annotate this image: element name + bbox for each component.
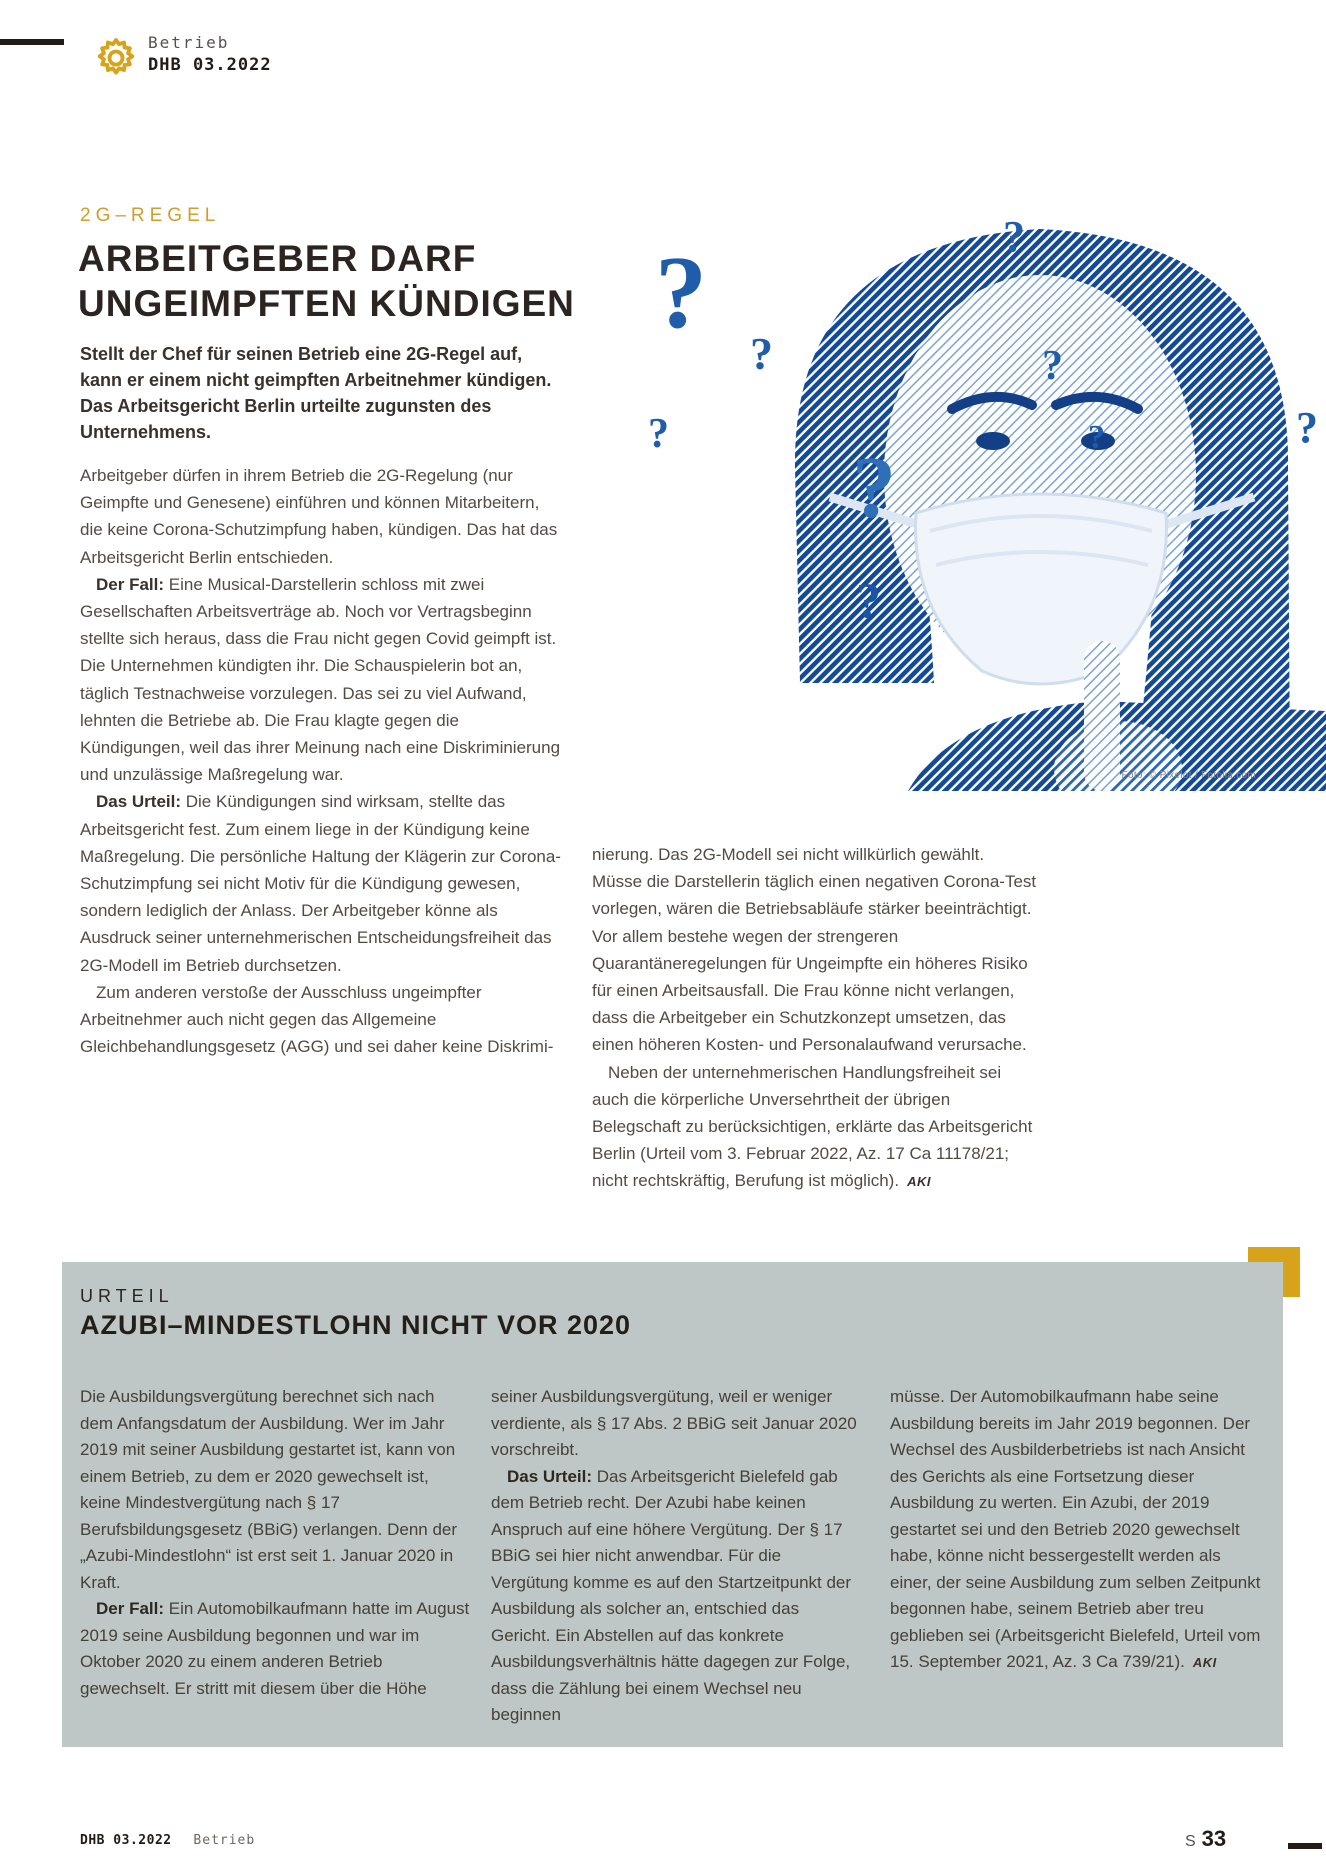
body-paragraph: müsse. Der Automobilkaufmann habe seine Ausbildung bereits im Jahr 2019 begonnen. Der Wechsel des Ausbilderbetriebs ist nach Ansicht des Gerichts als eine Fortsetzung dieser Ausbildung zu werten. Ein Azubi, der 2019 gestartet sei und den Betrieb 2020 gewechselt habe, könne nicht bessergestellt werden als einer, der seine Ausbildung zum selben Zeitpunkt begonnen habe, seinem Betrieb aber treu geblieben sei (Arbeitsgericht Bielefeld, Urteil vom 15. September 2021, Az. 3 Ca 739/21). AKI [890,1387,1261,1671]
body-paragraph: Zum anderen verstoße der Ausschluss ungeimpfter Arbeitnehmer auch nicht gegen das Allgemeine Gleichbehandlungsgesetz (AGG) und sei daher keine Diskrimi- [80,982,554,1057]
article-azubi-mindestlohn [62,1262,1283,1747]
article1-column-2 [592,841,1038,1196]
top-left-rule [0,39,64,45]
article1-column-1 [80,462,562,1060]
body-paragraph: Der Fall: Ein Automobilkaufmann hatte im August 2019 seine Ausbildung begonnen und war im Oktober 2020 zu einem anderen Betrieb gewechselt. Er stritt mit diesem über die Höhe [80,1599,470,1698]
article2-kicker: URTEIL [80,1286,174,1306]
photo-credit: Foto: © Pixelot / Fotolia.com [1121,770,1256,781]
body-paragraph: Neben der unternehmerischen Handlungsfreiheit sei auch die körperliche Unversehrtheit der übrigen Belegschaft zu berücksichtigen, erklärte das Arbeitsgericht Berlin (Urteil vom 3. Februar 2022, Az. 17 Ca 11178/21; nicht rechtskräftig, Berufung ist möglich). AKI [592,1062,1033,1191]
section-label: Betrieb [148,33,230,52]
headline-line-2: UNGEIMPFTEN KÜNDIGEN [78,283,575,324]
page-number [1185,1826,1226,1852]
article1-illustration [500,213,1326,791]
question-mark: ? [648,411,669,457]
page-prefix: S [1185,1833,1196,1850]
author-initials: AKI [1192,1655,1217,1670]
article1-lead: Stellt der Chef für seinen Betrieb eine 2G-Regel auf, kann er einem nicht geimpften Arbeitnehmer kündigen. Das Arbeitsgericht Berlin urteilte zugunsten des Unternehmens. [80,344,552,442]
footer-left [80,1833,255,1848]
body-paragraph: nierung. Das 2G-Modell sei nicht willkürlich gewählt. Müsse die Darstellerin täglich einen negativen Corona-Test vorlegen, wären die Betriebsabläufe stärker beeinträchtigt. Vor allem bestehe wegen der strengeren Quarantäneregelungen für Ungeimpfte ein höheres Risiko für einen Arbeitsausfall. Die Frau könne nicht verlangen, dass die Arbeitgeber ein Schutzkonzept umsetzen, das einen höheren Kosten- und Personalaufwand verursache. [592,845,1037,1055]
question-mark: ? [1088,419,1105,456]
bottom-right-rule [1288,1843,1322,1849]
body-paragraph: Der Fall: Eine Musical-Darstellerin schloss mit zwei Gesellschaften Arbeitsverträge ab. Noch vor Vertragsbeginn stellte sich heraus, dass die Frau nicht gegen Covid geimpft ist. Die Unternehmen kündigten ihr. Die Schauspielerin bot an, täglich Testnachweise vorzulegen. Das sei zu viel Aufwand, lehnten die Betriebe ab. Die Frau klagte gegen die Kündigungen, weil das ihrer Meinung nach eine Diskriminierung und unzulässige Maßregelung war. [80,574,561,785]
question-mark: ? [1003,212,1025,261]
footer-issue: DHB 03.2022 [80,1833,172,1848]
page-number-value: 33 [1201,1826,1227,1851]
body-paragraph: seiner Ausbildungsvergütung, weil er weniger verdiente, als § 17 Abs. 2 BBiG seit Januar 2020 vorschreibt. [491,1387,857,1459]
author-initials: AKI [907,1174,931,1190]
body-paragraph: Die Ausbildungsvergütung berechnet sich nach dem Anfangsdatum der Ausbildung. Wer im Jahr 2019 mit seiner Ausbildung gestartet ist, kann von einem Betrieb, zu dem er 2020 gewechselt ist, keine Mindestvergütung nach § 17 Berufsbildungsgesetz (BBiG) verlangen. Denn der „Azubi-Mindestlohn“ ist erst seit 1. Januar 2020 in Kraft. [80,1387,458,1592]
body-paragraph: Das Urteil: Das Arbeitsgericht Bielefeld gab dem Betrieb recht. Der Azubi habe keinen Anspruch auf eine höhere Vergütung. Der § 17 BBiG sei hier nicht anwendbar. Für die Vergütung komme es auf den Startzeitpunkt der Ausbildung als solcher an, entschied das Gericht. Ein Abstellen auf das konkrete Ausbildungsverhältnis hätte dagegen zur Folge, dass die Zählung bei einem Wechsel neu beginnen [491,1466,852,1724]
question-mark: ? [1296,403,1318,452]
article2-column-1 [80,1384,470,1702]
issue-label: DHB 03.2022 [148,55,272,75]
page-header [93,33,272,86]
article2-column-2 [491,1384,859,1729]
headline-line-1: ARBEITGEBER DARF [78,238,477,279]
masked-woman-halftone-image [500,213,1326,791]
question-mark: ? [655,235,707,350]
article2-column-3 [890,1384,1264,1677]
body-paragraph: Arbeitgeber dürfen in ihrem Betrieb die 2G-Regelung (nur Geimpfte und Genesene) einführen und können Mitarbeitern, die keine Corona-Schutzimpfung haben, kündigen. Das hat das Arbeitsgericht Berlin entschieden. [80,466,558,567]
brand-text [148,33,272,77]
article2-headline: AZUBI–MINDESTLOHN NICHT VOR 2020 [80,1310,632,1340]
footer-section: Betrieb [193,1833,256,1848]
question-mark: ? [750,328,773,379]
question-mark: ? [856,572,881,628]
body-paragraph: Das Urteil: Die Kündigungen sind wirksam, stellte das Arbeitsgericht fest. Zum einem liege in der Kündigung keine Maßregelung. Die persönliche Haltung der Klägerin zur Corona-Schutzimpfung sei nicht Motiv für die Kündigung gewesen, sondern lediglich der Anlass. Der Arbeitgeber könne als Ausdruck seiner unternehmerischen Entscheidungsfreiheit das 2G-Modell im Betrieb durchsetzen. [80,792,561,975]
question-mark: ? [852,440,896,537]
question-mark: ? [1042,343,1063,389]
gear-icon [93,35,139,86]
article1-kicker: 2G–REGEL [80,205,221,226]
